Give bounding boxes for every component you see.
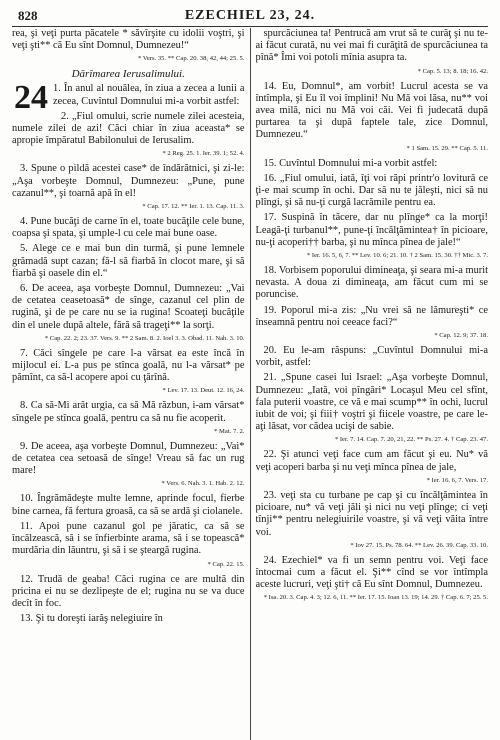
left-column bbox=[12, 28, 245, 740]
verse-paragraph: 10. Îngrămădeşte multe lemne, aprinde focul, fierbe bine carnea, fă fertura groasă, ca să se ardă şi ciolanele. bbox=[12, 493, 245, 517]
verse-paragraph: 3. Spune o pildă acestei case* de îndărătnici, şi zi-le: „Aşa vorbeşte Domnul, Dumnezeu: „Pune, pune cazanul**, şi toarnă apă în el! bbox=[12, 163, 245, 199]
verse-paragraph: 14. Eu, Domnul*, am vorbit! Lucrul acesta se va întîmpla, şi Eu îl voi împlini! Nu Mă voi lăsa, nu** voi avea milă, nici nu Mă voi căi. Vei fi judecată după purtarea ta şi după faptele tale, zice Domnul, Dumnezeu.“ bbox=[255, 80, 488, 141]
cross-reference: * Ier. 16. 6, 7. Vers. 17. bbox=[426, 476, 488, 484]
running-title: EZECHIEL 23, 24. bbox=[184, 8, 316, 23]
cross-reference: * Ier. 16. 5, 6, 7. ** Lev. 10. 6; 21. 10. † 2 Sam. 15. 30. †† Mic. 3. 7. bbox=[306, 252, 488, 260]
verse-paragraph: 2. „Fiul omului, scrie numele zilei acesteia, numele zilei de azi! Căci chiar în ziua aceasta* se apropie împăratul Babilonului de Ierusalim. bbox=[12, 110, 245, 147]
verse-paragraph: 13. Şi tu doreşti iarăş nelegiuire în bbox=[20, 613, 163, 625]
chapter-opening bbox=[12, 79, 245, 117]
page-number: 828 bbox=[18, 8, 38, 23]
verse-paragraph: 9. De aceea, aşa vorbeşte Domnul, Dumnezeu: „Vai* de cetatea cea setoasă de sînge! Vreau să fac un rug mare! bbox=[12, 440, 245, 477]
verse-paragraph: 4. Pune bucăţi de carne în el, toate bucăţile cele bune, coapsa şi spata, şi umple-l cu cele mai bune oase. bbox=[12, 216, 245, 240]
verse-paragraph: 21. „Spune casei lui Israel: „Aşa vorbeşte Domnul, Dumnezeu: „Iată, voi pîngări* Locaşul Meu cel sfînt, fala puterii voastre, ce vă e mai scump** în ochi, lucrul iubit de voi; şi fiii† voştri şi fiicele voastre, pe care le-aţi lăsat, vor cădea ucişi de sabie. bbox=[255, 372, 488, 433]
chapter-verse-text: 1. În anul al nouălea, în ziua a zecea a lunii a zecea, Cuvîntul Domnului mi-a vorbit astfel: bbox=[53, 83, 245, 107]
cross-reference: * Cap. 22. 15. bbox=[207, 560, 245, 568]
verse-paragraph: 5. Alege ce e mai bun din turmă, şi pune lemnele grămadă supt cazan; fă-l să fiarbă în clocot mare, şi să fiarbă şi oasele din el.“ bbox=[12, 243, 245, 279]
verse-paragraph: 19. Poporul mi-a zis: „Nu vrei să ne lămureşti* ce înseamnă pentru noi ceeace faci?“ bbox=[255, 304, 488, 328]
column-divider bbox=[250, 28, 251, 740]
cross-reference: * Cap. 17. 12. ** Ier. 1. 13. Cap. 11. 3. bbox=[142, 203, 245, 211]
verse-paragraph: 23. veţi sta cu turbane pe cap şi cu încălţămintea în picioare, nu* vă veţi jăli şi nici nu veţi plînge; ci veţi tînji** pentru nelegiuirile voastre, şi vă veţi văita între voi. bbox=[255, 489, 488, 538]
cross-reference: * 1 Sam. 15. 29. ** Cap. 5. 11. bbox=[406, 144, 488, 152]
cross-reference: * Cap. 5. 13; 8. 18; 16. 42. bbox=[417, 67, 488, 75]
page-header bbox=[12, 6, 488, 27]
cross-reference: * 2 Reg. 25. 1. Ier. 39. 1; 52. 4. bbox=[162, 150, 245, 158]
cross-reference: * Vers. 35. ** Cap. 20. 38, 42, 44; 25. 5. bbox=[138, 55, 245, 63]
verse-paragraph: 7. Căci sîngele pe care l-a vărsat ea este încă în mijlocul ei. L-a pus pe stînca goală, nu l-a vărsat* pe pămînt, ca să-l acopere apoi cu ţărînă. bbox=[12, 347, 245, 384]
cross-reference: * Mat. 7. 2. bbox=[214, 427, 245, 435]
cross-reference: * Isa. 20. 3. Cap. 4. 3; 12. 6, 11. ** Ier. 17. 15. Ioan 13. 19; 14. 29. † Cap. 6. 7; 25. 5. bbox=[263, 594, 488, 602]
verse-paragraph: 20. Eu le-am răspuns: „Cuvîntul Domnului mi-a vorbit, astfel: bbox=[255, 345, 488, 369]
verse-paragraph: 11. Apoi pune cazanul gol pe jăratic, ca să se încălzească, să i se înfierbinte arama, să i se topească* murdăria din lăuntru, şi să i se şteargă rugina. bbox=[12, 520, 245, 557]
verse-paragraph: 24. Ezechiel* va fi un semn pentru voi. Veţi face întocmai cum a făcut el. Şi** cînd se vor întîmpla aceste lucruri, veţi şti† că Eu sînt Domnul, Dumnezeu. bbox=[255, 554, 488, 591]
verse-paragraph: 22. Şi atunci veţi face cum am făcut şi eu. Nu* vă veţi acoperi barba şi nu veţi mînca pînea de jale, bbox=[255, 449, 488, 473]
verse-paragraph: 18. Vorbisem poporului dimineaţa, şi seara mi-a murit nevasta. A doua zi dimineaţa, am făcut cum mi se poruncise. bbox=[255, 265, 488, 301]
verse-paragraph: 8. Ca să-Mi arăt urgia, ca să Mă răzbun, i-am vărsat* sîngele pe stînca goală, pentru ca să nu fie acoperit. bbox=[12, 400, 245, 424]
section-heading: Dărîmarea Ierusalimului. bbox=[71, 68, 185, 81]
verse-paragraph: 15. Cuvîntul Domnului mi-a vorbit astfel: bbox=[263, 157, 438, 169]
right-column bbox=[256, 28, 489, 740]
verse-paragraph: 17. Suspină în tăcere, dar nu plînge* ca la morţi! Leagă-ţi turbanul**, pune-ţi încălţămintea† în picioare, nu-ţi acoperi†† barba, şi nu mînca pînea de jale!“ bbox=[255, 212, 488, 248]
cross-reference: * Cap. 12. 9; 37. 18. bbox=[434, 332, 488, 340]
cross-reference: * Cap. 22. 2; 23. 37. Vers. 9. ** 2 Sam. 8. 2. Ioel 3. 3. Obad. 11. Nah. 3. 10. bbox=[44, 334, 245, 342]
cross-reference: * Lev. 17. 13. Deut. 12. 16, 24. bbox=[162, 387, 245, 395]
verse-paragraph: 6. De aceea, aşa vorbeşte Domnul, Dumnezeu: „Vai de cetatea ceasetoasă* de sînge, cazanul cel plin de rugină, şi de pe care nu se ia rugina! Scoateţi bucăţile din el unele după altele, fără să trageţi** la sorţi. bbox=[12, 283, 245, 331]
verse-paragraph: spurcăciunea ta! Pentrucă am vrut să te curăţ şi nu te-ai făcut curată, nu vei mai fi curăţită de spurcăciunea ta pînă* Îmi voi potoli mînia asupra ta. bbox=[255, 28, 488, 64]
text-columns bbox=[12, 28, 488, 740]
chapter-number: 24 bbox=[14, 79, 48, 117]
cross-reference: * Vers. 6. Nah. 3. 1. Hab. 2. 12. bbox=[161, 480, 245, 488]
verse-paragraph: 12. Trudă de geaba! Căci rugina ce are multă din pricina ei nu se dezlipeşte de el; rugina nu se va duce decît în foc. bbox=[12, 573, 245, 609]
cross-reference: * Ier. 7. 14. Cap. 7. 20, 21, 22. ** Ps. 27. 4. † Cap. 23. 47. bbox=[334, 436, 488, 444]
cross-reference: * Iov 27. 15. Ps. 78. 64. ** Lev. 26. 39. Cap. 33. 10. bbox=[350, 541, 488, 549]
verse-paragraph: rea, şi veţi purta păcatele * săvîrşite cu idolii voştri, şi veţi şti** că Eu sînt Domnul, Dumnezeu!“ bbox=[12, 28, 245, 52]
verse-paragraph: 16. „Fiul omului, iată, îţi voi răpi printr'o lovitură ce ţi-e mai scump în ochi. Dar să nu te jăleşti, nici să nu plîngi, şi să nu-ţi curgă lacrămile pentru ea. bbox=[255, 172, 488, 209]
